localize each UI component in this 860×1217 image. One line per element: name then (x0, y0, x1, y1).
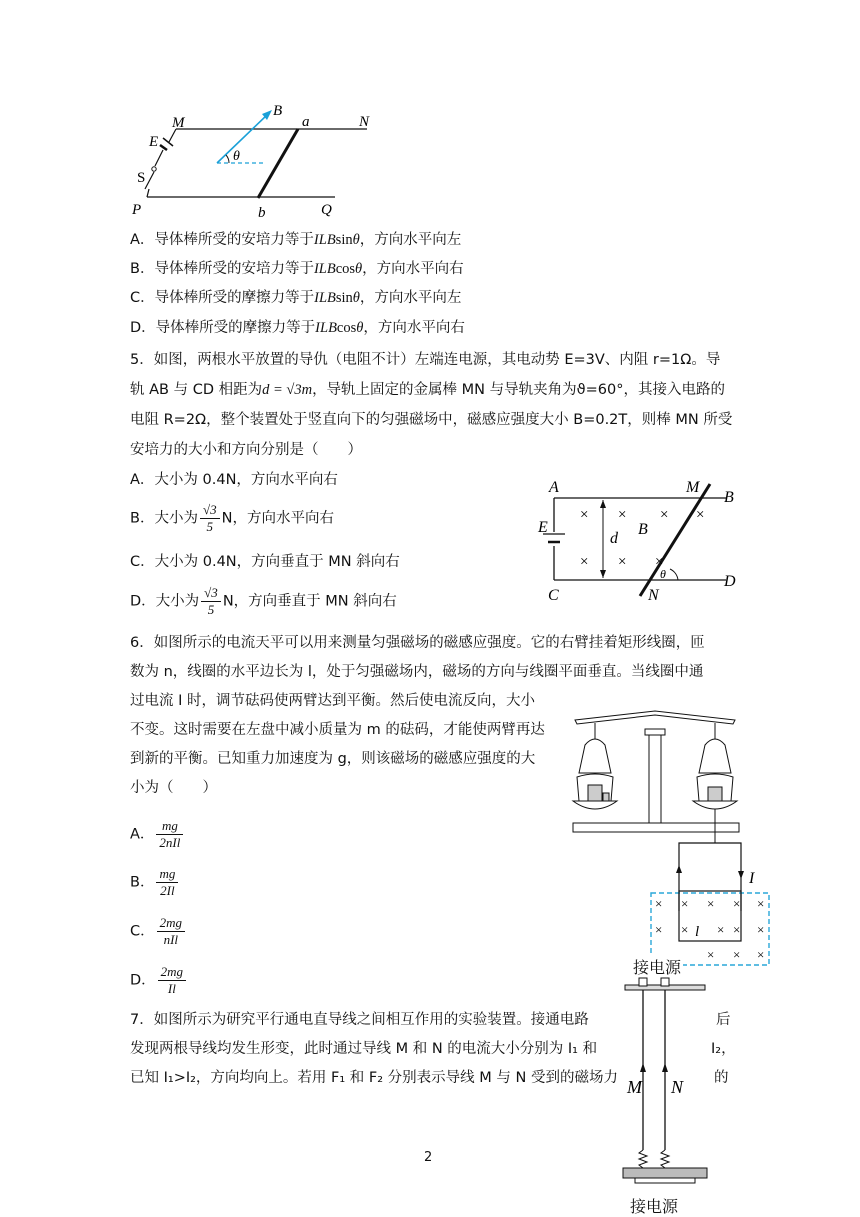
current-balance-figure (565, 705, 785, 980)
cross-4: × (696, 507, 705, 523)
label-theta: θ (660, 567, 666, 581)
power-label-bottom: 接电源 (630, 1197, 679, 1216)
cross-6: × (618, 554, 627, 570)
label-S: S (137, 170, 146, 186)
cross-1: × (580, 507, 589, 523)
cross-2: × (618, 507, 627, 523)
label-a: a (302, 114, 310, 130)
page-number: 2 (424, 1150, 433, 1165)
q6-option-c: C． $\frac{2mg}{\text{nIl}}$ (130, 915, 187, 948)
field-cross: × (717, 922, 725, 937)
parallel-wires-figure (615, 975, 715, 1216)
field-cross: × (681, 922, 689, 937)
q7-stem-line-3-end: 的 (714, 1070, 729, 1086)
field-cross: × (655, 896, 663, 911)
q5-stem-line-2: 轨 AB 与 CD 相距为d = √3m，导轨上固定的金属棒 MN 与导轨夹角为ϑ=60°，其接入电路的 (130, 382, 725, 398)
label-N: N (359, 114, 370, 130)
label-M: M (172, 115, 185, 131)
q7-stem-line-1: 7．如图所示为研究平行通电直导线之间相互作用的实验装置。接通电路 (130, 1012, 589, 1028)
q5-option-c: C．大小为 0.4N，方向垂直于 MN 斜向右 (130, 554, 400, 570)
q5-stem-line-1: 5．如图，两根水平放置的导仇（电阻不计）左端连电源，其电动势 E=3V、内阻 r=1Ω。导 (130, 352, 721, 368)
q6-stem-line-4: 不变。这时需要在左盘中减小质量为 m 的砝码，才能使两臂再达 (130, 722, 545, 738)
label-d: d (610, 530, 618, 547)
label-D: D (724, 573, 736, 590)
q6-stem-line-6: 小为（ ） (130, 780, 217, 796)
label-I: I (749, 870, 755, 887)
q5-stem-line-3: 电阻 R=2Ω，整个装置处于竖直向下的匀强磁场中，磁感应强度大小 B=0.2T，则棒 MN 所受 (130, 412, 733, 428)
q6-stem-line-1: 6．如图所示的电流天平可以用来测量匀强磁场的磁感应强度。它的右臂挂着矩形线圈，匝 (130, 635, 705, 651)
label-P: P (132, 202, 142, 218)
label-B: B (724, 489, 734, 506)
q5-option-a: A．大小为 0.4N，方向水平向右 (130, 472, 338, 488)
field-cross: × (733, 947, 741, 962)
field-cross: × (757, 922, 765, 937)
q4-option-d: D．导体棒所受的摩擦力等于ILBcosθ，方向水平向右 (130, 320, 465, 336)
label-Q: Q (321, 202, 332, 218)
q4-option-c: C．导体棒所受的摩擦力等于ILBsinθ，方向水平向左 (130, 290, 462, 306)
field-cross: × (681, 896, 689, 911)
q5-option-d: D．大小为 $\frac{√3}{5}$ N，方向垂直于 MN 斜向右 (130, 585, 397, 617)
label-M: M (686, 479, 700, 496)
power-label-q6: 接电源 (631, 955, 683, 978)
q6-option-b: B． $\frac{mg}{2Il}$ (130, 866, 180, 899)
label-M: M (627, 1077, 642, 1097)
field-cross: × (707, 896, 715, 911)
field-cross: × (655, 922, 663, 937)
field-cross: × (757, 947, 765, 962)
q7-stem-line-3: 已知 I₁>I₂，方向均向上。若用 F₁ 和 F₂ 分别表示导线 M 与 N 受到的磁场力 (130, 1070, 618, 1086)
label-l: l (695, 924, 700, 940)
q6-option-d: D． $\frac{2mg}{Il}$ (130, 964, 188, 997)
field-cross: × (733, 922, 741, 937)
q4-option-a: A．导体棒所受的安培力等于ILBsinθ，方向水平向左 (130, 232, 462, 248)
cross-5: × (580, 554, 589, 570)
q5-option-b: B．大小为 $\frac{√3}{5}$ N，方向水平向右 (130, 502, 334, 534)
q7-stem-line-1-end: 后 (716, 1012, 731, 1028)
q7-stem-line-2-end: I₂， (711, 1041, 736, 1057)
label-b: b (258, 205, 266, 221)
label-C: C (548, 587, 559, 604)
label-N: N (671, 1077, 684, 1097)
label-field-B: B (638, 521, 648, 538)
label-E: E (538, 519, 548, 536)
rail-figure-1 (125, 100, 385, 225)
field-cross: × (707, 947, 715, 962)
rail-figure-q5 (530, 470, 750, 605)
field-cross: × (733, 896, 741, 911)
q4-option-b: B．导体棒所受的安培力等于ILBcosθ，方向水平向右 (130, 261, 464, 277)
label-N: N (648, 587, 659, 604)
label-E: E (149, 134, 159, 150)
q6-stem-line-2: 数为 n，线圈的水平边长为 l，处于匀强磁场内，磁场的方向与线圈平面垂直。当线圈中通 (130, 664, 704, 680)
label-theta: θ (233, 149, 240, 164)
q6-stem-line-5: 到新的平衡。已知重力加速度为 g，则该磁场的磁感应强度的大 (130, 751, 536, 767)
q6-stem-line-3: 过电流 I 时，调节砝码使两臂达到平衡。然后使电流反向，大小 (130, 693, 535, 709)
cross-3: × (660, 507, 669, 523)
field-cross: × (757, 896, 765, 911)
label-B: B (273, 103, 283, 119)
q5-stem-line-4: 安培力的大小和方向分别是（ ） (130, 442, 362, 458)
cross-7: × (655, 554, 664, 570)
q7-stem-line-2: 发现两根导线均发生形变，此时通过导线 M 和 N 的电流大小分别为 I₁ 和 (130, 1041, 598, 1057)
label-A: A (549, 479, 559, 496)
q6-option-a: A． $\frac{mg}{\text{2nIl}}$ (130, 818, 185, 851)
